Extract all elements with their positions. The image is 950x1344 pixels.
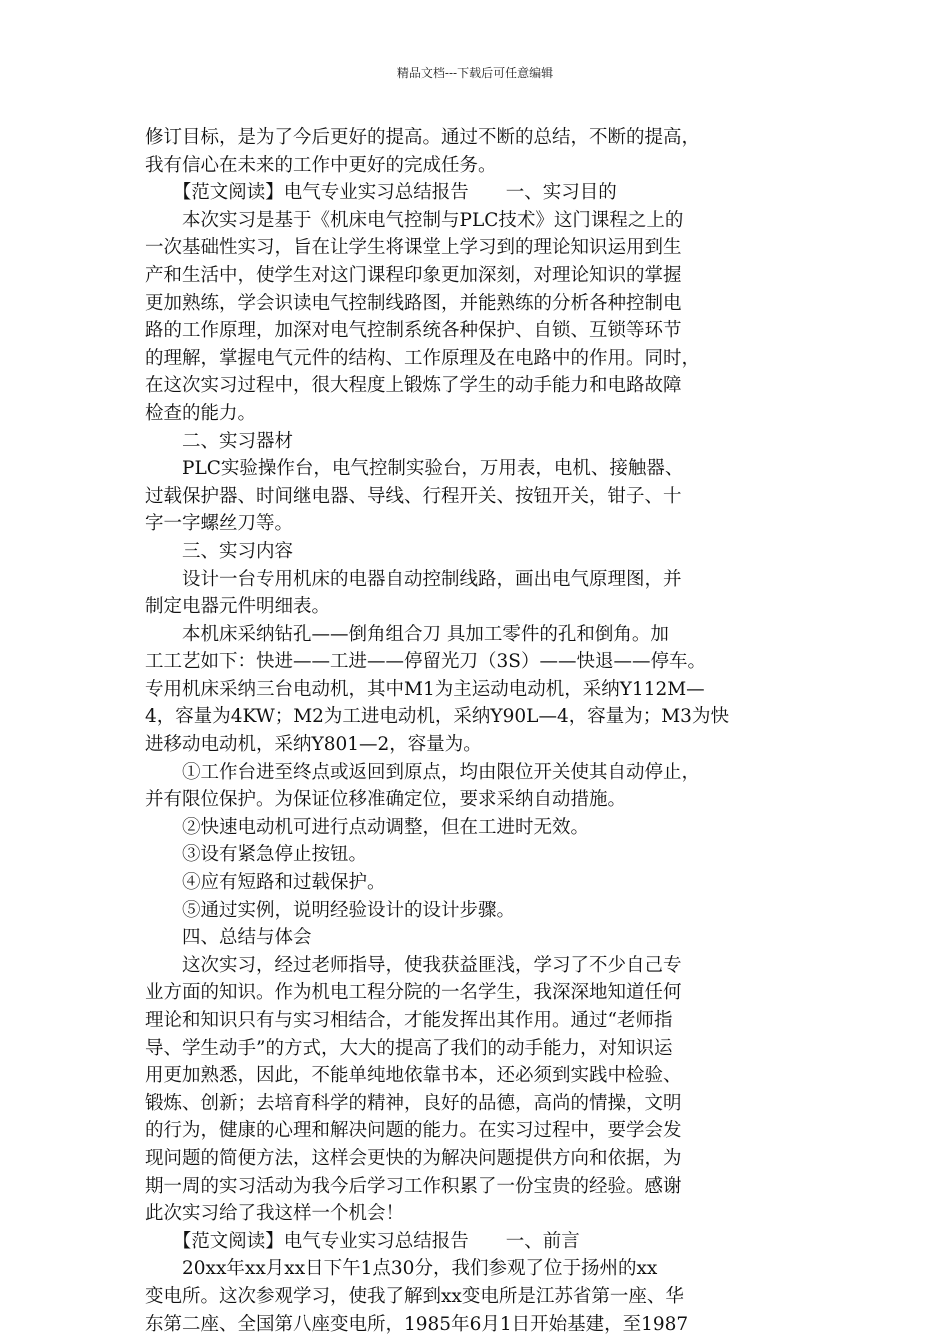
text-line: 变电所。这次参观学习，使我了解到xx变电所是江苏省第一座、华 xyxy=(145,1285,684,1307)
text-line: 我有信心在未来的工作中更好的完成任务。 xyxy=(145,154,497,176)
text-line: 二、实习器材 xyxy=(145,430,294,452)
text-line: 本次实习是基于《机床电气控制与PLC技术》这门课程之上的 xyxy=(145,209,684,231)
text-line: 20xx年xx月xx日下午1点30分，我们参观了位于扬州的xx xyxy=(145,1258,658,1280)
text-line: 导、学生动手”的方式，大大的提高了我们的动手能力，对知识运 xyxy=(145,1037,673,1059)
text-line: 这次实习，经过老师指导，使我获益匪浅，学习了不少自己专 xyxy=(145,954,682,976)
text-line: 【范文阅读】电气专业实习总结报告 一、前言 xyxy=(145,1230,580,1252)
text-line: ④应有短路和过载保护。 xyxy=(145,872,386,894)
text-line: 期一周的实习活动为我今后学习工作积累了一份宝贵的经验。感谢 xyxy=(145,1175,682,1197)
text-line: 东第二座、全国第八座变电所，1985年6月1日开始基建，至1987 xyxy=(145,1313,689,1335)
text-line: 一次基础性实习，旨在让学生将课堂上学习到的理论知识运用到生 xyxy=(145,237,682,259)
text-line: 锻炼、创新；去培育科学的精神，良好的品德，高尚的情操，文明 xyxy=(145,1092,682,1114)
text-line: 本机床采纳钻孔——倒角组合刀 具加工零件的孔和倒角。加 xyxy=(145,623,669,645)
text-line: 并有限位保护。为保证位移准确定位，要求采纳自动措施。 xyxy=(145,789,627,811)
text-line: 4，容量为4KW；M2为工进电动机，采纳Y90L—4，容量为；M3为快 xyxy=(145,706,729,728)
text-line: 用更加熟悉，因此，不能单纯地依靠书本，还必须到实践中检验、 xyxy=(145,1065,682,1087)
text-line: ①工作台进至终点或返回到原点，均由限位开关使其自动停止， xyxy=(145,761,701,783)
text-line: 制定电器元件明细表。 xyxy=(145,596,331,618)
text-line: 三、实习内容 xyxy=(145,540,294,562)
text-line: 产和生活中，使学生对这门课程印象更加深刻，对理论知识的掌握 xyxy=(145,264,682,286)
text-line: 修订目标，是为了今后更好的提高。通过不断的总结，不断的提高， xyxy=(145,127,701,148)
text-line: 专用机床采纳三台电动机，其中M1为主运动电动机，采纳Y112M— xyxy=(145,678,705,700)
text-line: 工工艺如下：快进——工进——停留光刀（3S）——快退——停车。 xyxy=(145,651,706,673)
document-body xyxy=(145,124,825,1338)
text-line: 在这次实习过程中，很大程度上锻炼了学生的动手能力和电路故障 xyxy=(145,375,682,397)
text-line: 现问题的简便方法，这样会更快的为解决问题提供方向和依据，为 xyxy=(145,1147,682,1169)
text-line: 此次实习给了我这样一个机会！ xyxy=(145,1203,405,1225)
text-line: 【范文阅读】电气专业实习总结报告 一、实习目的 xyxy=(145,182,617,204)
text-line: ③设有紧急停止按钮。 xyxy=(145,844,368,866)
text-line: 更加熟练，学会识读电气控制线路图，并能熟练的分析各种控制电 xyxy=(145,292,682,314)
text-line: PLC实验操作台，电气控制实验台，万用表，电机、接触器、 xyxy=(145,458,684,480)
text-line: 检查的能力。 xyxy=(145,402,257,424)
text-line: 的行为，健康的心理和解决问题的能力。在实习过程中，要学会发 xyxy=(145,1120,682,1142)
text-line: ②快速电动机可进行点动调整，但在工进时无效。 xyxy=(145,816,590,838)
text-line: 的理解，掌握电气元件的结构、工作原理及在电路中的作用。同时， xyxy=(145,347,701,369)
text-line: 理论和知识只有与实习相结合，才能发挥出其作用。通过“老师指 xyxy=(145,1010,673,1031)
text-line: 进移动电动机，采纳Y801—2，容量为。 xyxy=(145,734,482,756)
text-line: 业方面的知识。作为机电工程分院的一名学生，我深深地知道任何 xyxy=(145,982,682,1004)
text-line: 字一字螺丝刀等。 xyxy=(145,513,294,535)
text-line: 四、总结与体会 xyxy=(145,927,312,949)
text-line: 设计一台专用机床的电器自动控制线路，画出电气原理图，并 xyxy=(145,568,682,590)
page-header: 精品文档---下载后可任意编辑 xyxy=(396,66,554,80)
text-line: ⑤通过实例，说明经验设计的设计步骤。 xyxy=(145,899,516,921)
text-line: 过载保护器、时间继电器、导线、行程开关、按钮开关，钳子、十 xyxy=(145,485,682,507)
text-line: 路的工作原理，加深对电气控制系统各种保护、自锁、互锁等环节 xyxy=(145,320,682,342)
